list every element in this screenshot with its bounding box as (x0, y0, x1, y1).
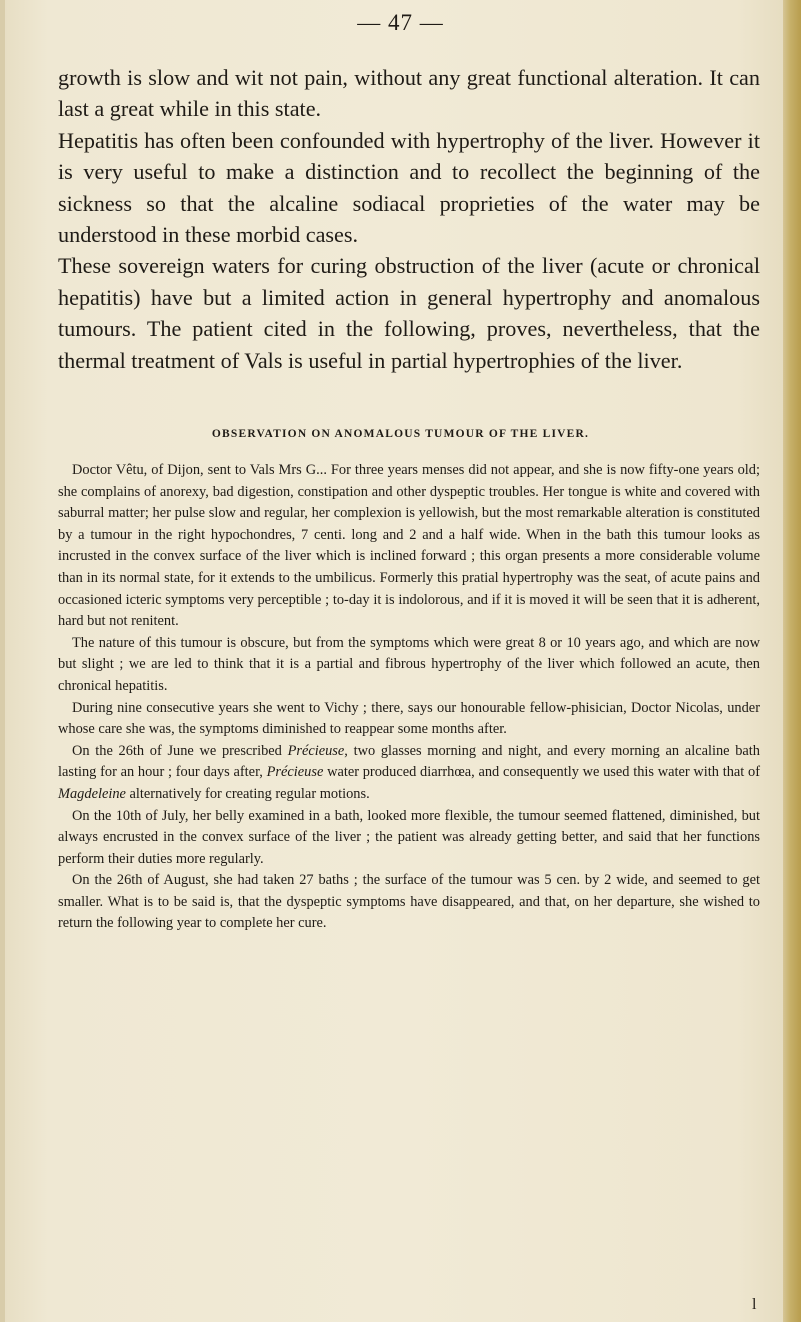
observation-paragraph-6: On the 26th of August, she had taken 27 baths ; the surface of the tumour was 5 cen. by 2 wide, and seemed to get smaller. What is to be said is, that the dyspeptic symptoms have disappeared, and that, on her departure, she wished to return the following year to complete her cure. (58, 872, 760, 932)
paragraph-growth: growth is slow and wit not pain, without any great functional alteration. It can last a great while in this state. (58, 65, 760, 122)
observation-paragraph-5: On the 10th of July, her belly examined in a bath, looked more flexible, the tumour seemed flattened, diminished, but always encrusted in the convex surface of the liver ; the patient was already getting better, and said that her functions perform their duties more regularly. (58, 807, 760, 867)
page-number: — 47 — (357, 10, 444, 35)
footer-mark: l (752, 1296, 757, 1313)
observation-paragraph-2: The nature of this tumour is obscure, but from the symptoms which were great 8 or 10 years ago, and which are now but slight ; we are led to think that it is a partial and fibrous hypertrophy of the liver which followed an acute, then chronical hepatitis. (58, 634, 760, 694)
observation-text (58, 460, 760, 935)
observation-paragraph-1: Doctor Vêtu, of Dijon, sent to Vals Mrs G... For three years menses did not appear, and she is now fifty-one years old; she complains of anorexy, bad digestion, constipation and other dyspeptic troubles. Her tongue is white and covered with saburral matter; her pulse slow and regular, her complexion is yellowish, but the most remarkable alteration is constituted by a tumour in the right hypochondres, 7 centi. long and 2 and a half wide. When in the bath this tumour looks as incrusted in the convex surface of the liver which is inclined forward ; this organ presents a more considerable volume than in its normal state, for it extends to the umbilicus. Formerly this pratial hypertrophy was the seat, of acute pains and occasioned icteric symptoms very perceptible ; to-day it is indolorous, and if it is moved it will be seen that it is adherent, hard but not renitent. (58, 462, 760, 630)
p4-water-precieuse: Précieuse (287, 742, 345, 759)
observation-paragraph-4 (58, 741, 760, 806)
page-left-edge (0, 0, 5, 1322)
page-right-edge (783, 0, 801, 1322)
observation-heading: OBSERVATION ON ANOMALOUS TUMOUR OF THE LIVER. (211, 428, 590, 440)
p4-text-g: alternatively for creating regular motions. (125, 785, 370, 802)
main-text (58, 62, 760, 376)
p4-text-e: water produced diarrhœa, and consequently we used this water with that of (323, 764, 760, 781)
paragraph-sovereign-waters: These sovereign waters for curing obstruction of the liver (acute or chronical hepatitis) have but a limited action in general hypertrophy and anomalous tumours. The patient cited in the following, proves, nevertheless, that the thermal treatment of Vals is useful in partial hypertrophies of the liver. (58, 253, 760, 373)
p4-water-magdeleine: Magdeleine (58, 785, 126, 802)
p4-text-a: On the 26th of June we prescribed (72, 742, 288, 759)
paragraph-hepatitis: Hepatitis has often been confounded with hypertrophy of the liver. However it is very useful to make a distinction and to recollect the beginning of the sickness so that the alcaline sodiacal proprieties of the water may be understood in these morbid cases. (58, 127, 760, 248)
p4-text-c: , two glasses morning and night, and every morning an alcaline bath lasting for an hour ; four days after, (58, 742, 760, 781)
observation-paragraph-3: During nine consecutive years she went to Vichy ; there, says our honourable fellow-phisician, Doctor Nicolas, under whose care she was, the symptoms diminished to reappear some months after. (58, 699, 760, 738)
p4-water-precieuse-2: Précieuse (266, 764, 324, 781)
